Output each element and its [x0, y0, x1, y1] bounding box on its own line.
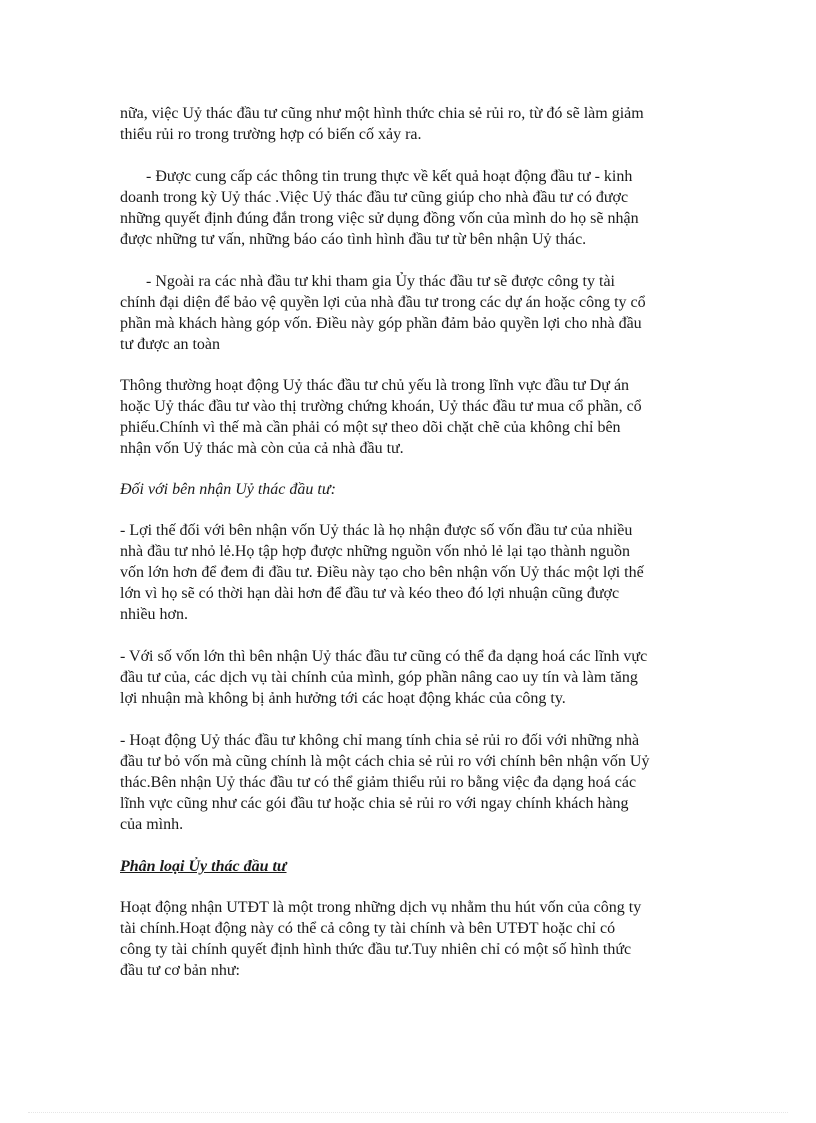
section-heading-text: Phân loại Ủy thác đầu tư — [120, 858, 287, 875]
text-line: lớn vì họ sẽ có thời hạn dài hơn để đầu tư và kéo theo đó lợi nhuận cũng được — [120, 585, 620, 602]
paragraph-capital-advantage — [120, 520, 700, 625]
text-line: - Được cung cấp các thông tin trung thực về kết quả hoạt động đầu tư - kinh — [146, 168, 633, 185]
text-line: doanh trong kỳ Uỷ thác .Việc Uỷ thác đầu tư cũng giúp cho nhà đầu tư có được — [120, 189, 629, 206]
text-line: của mình. — [120, 816, 184, 833]
text-line: nữa, việc Uỷ thác đầu tư cũng như một hình thức chia sẻ rủi ro, từ đó sẽ làm giảm — [120, 105, 644, 122]
paragraph-common-activities — [120, 375, 700, 459]
text-line: hoặc Uỷ thác đầu tư vào thị trường chứng khoán, Uỷ thác đầu tư mua cổ phần, cổ — [120, 398, 642, 415]
paragraph-classification-intro — [120, 897, 700, 981]
text-line: - Hoạt động Uỷ thác đầu tư không chỉ mang tính chia sẻ rủi ro đối với những nhà — [120, 732, 640, 749]
text-line: nhiều hơn. — [120, 606, 189, 623]
text-line: nhà đầu tư nhỏ lẻ.Họ tập hợp được những nguồn vốn nhỏ lẻ lại tạo thành nguồn — [120, 543, 630, 560]
text-line: phiếu.Chính vì thế mà cần phải có một sự theo dõi chặt chẽ của không chỉ bên — [120, 419, 621, 436]
text-line: những quyết định đúng đắn trong việc sử dụng đồng vốn của mình do họ sẽ nhận — [120, 210, 639, 227]
text-line: thác.Bên nhận Uỷ thác đầu tư có thể giảm thiểu rủi ro bằng việc đa dạng hoá các — [120, 774, 637, 791]
text-line: nhận vốn Uỷ thác mà còn của cả nhà đầu tư. — [120, 440, 404, 457]
paragraph-risk-reduction — [120, 730, 700, 835]
text-line: đầu tư cơ bản như: — [120, 962, 240, 979]
page-bottom-rule — [28, 1112, 788, 1113]
section-heading-classification — [120, 856, 700, 877]
text-line: - Lợi thế đối với bên nhận vốn Uỷ thác là họ nhận được số vốn đầu tư của nhiều — [120, 522, 633, 539]
subheading-text: Đối với bên nhận Uỷ thác đầu tư: — [120, 481, 336, 498]
text-line: thiểu rủi ro trong trường hợp có biến cố xảy ra. — [120, 126, 422, 143]
text-line: tài chính.Hoạt động này có thể cả công ty tài chính và bên UTĐT hoặc chỉ có — [120, 920, 616, 937]
paragraph-rights-protection — [120, 271, 700, 355]
text-line: đầu tư của, các dịch vụ tài chính của mình, góp phần nâng cao uy tín và làm tăng — [120, 669, 638, 686]
text-line: lĩnh vực cũng như các gói đầu tư hoặc chia sẻ rủi ro với ngay chính khách hàng — [120, 795, 629, 812]
text-line: - Ngoài ra các nhà đầu tư khi tham gia Ủy thác đầu tư sẽ được công ty tài — [146, 273, 615, 290]
text-line: Thông thường hoạt động Uỷ thác đầu tư chủ yếu là trong lĩnh vực đầu tư Dự án — [120, 377, 630, 394]
text-line: chính đại diện để bảo vệ quyền lợi của nhà đầu tư trong các dự án hoặc công ty cổ — [120, 294, 646, 311]
paragraph-information-benefit — [120, 166, 700, 250]
text-line: đầu tư bỏ vốn mà cũng chính là một cách chia sẻ rủi ro với chính bên nhận vốn Uỷ — [120, 753, 650, 770]
text-line: được những tư vấn, những báo cáo tình hình đầu tư từ bên nhận Uỷ thác. — [120, 231, 587, 248]
text-line: Hoạt động nhận UTĐT là một trong những dịch vụ nhằm thu hút vốn của công ty — [120, 899, 642, 916]
text-line: công ty tài chính quyết định hình thức đầu tư.Tuy nhiên chỉ có một số hình thức — [120, 941, 632, 958]
text-line: phần mà khách hàng góp vốn. Điều này góp phần đảm bảo quyền lợi cho nhà đầu — [120, 315, 642, 332]
text-line: vốn lớn hơn để đem đi đầu tư. Điều này tạo cho bên nhận vốn Uỷ thác một lợi thế — [120, 564, 644, 581]
subheading-trustee-side — [120, 479, 700, 500]
text-line: lợi nhuận mà không bị ảnh hưởng tới các hoạt động khác của công ty. — [120, 690, 566, 707]
text-line: tư được an toàn — [120, 336, 220, 353]
paragraph-diversification — [120, 646, 700, 709]
paragraph-risk-sharing — [120, 103, 700, 145]
text-line: - Với số vốn lớn thì bên nhận Uỷ thác đầu tư cũng có thể đa dạng hoá các lĩnh vực — [120, 648, 648, 665]
